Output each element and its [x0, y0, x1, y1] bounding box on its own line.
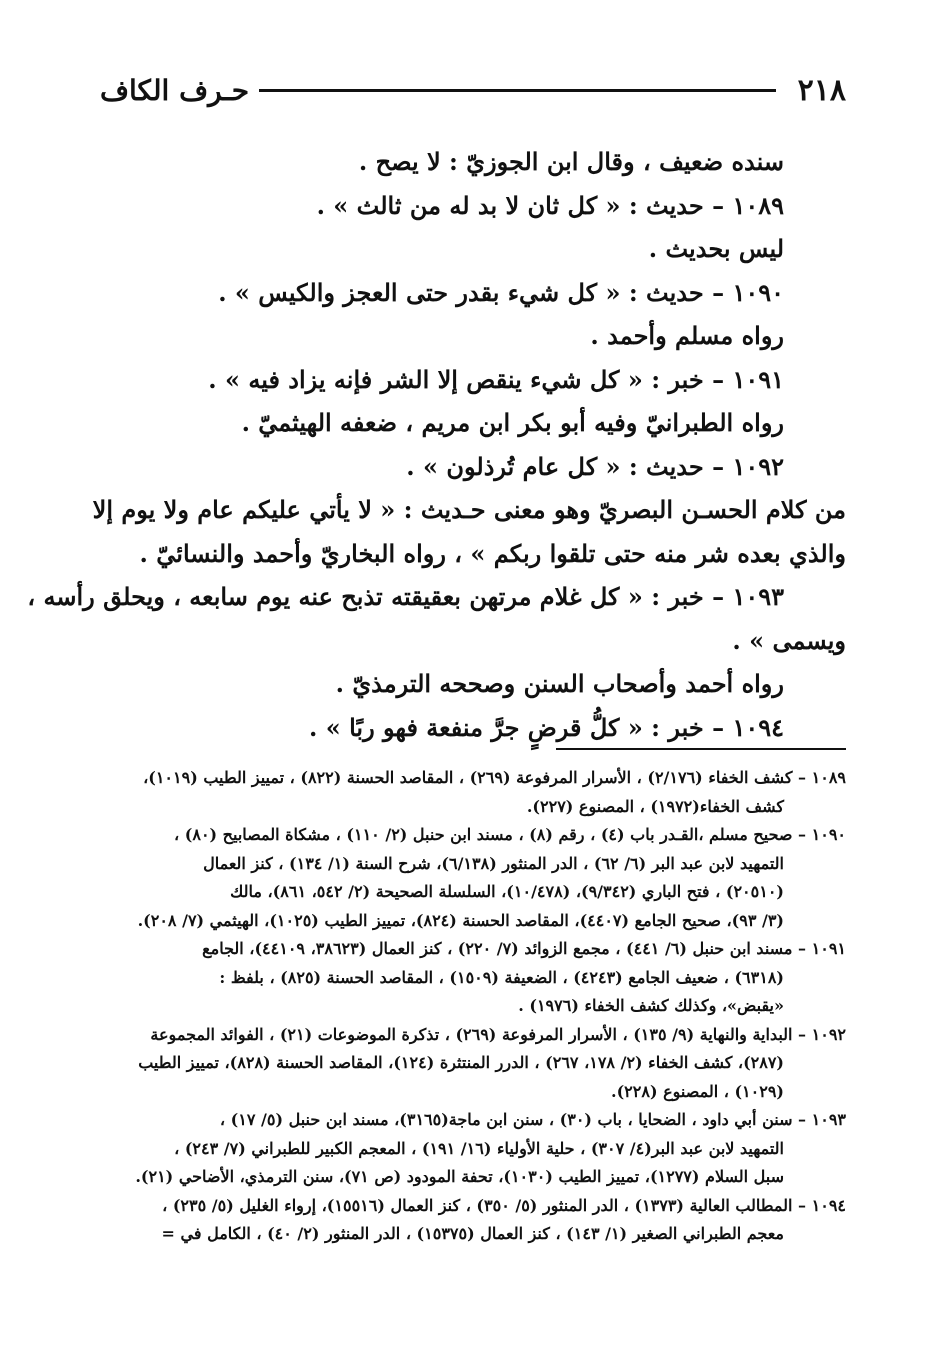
footnote-line: التمهيد لابن عبد البر(٤/ ٣٠٧) ، حلية الأولياء (١٦/ ١٩١) ، المعجم الكبير للطبراني (٧/ ٢٤٣) ،	[174, 1138, 784, 1158]
text-line: ١٠٨٩ – حديث : « كل ثان لا بد له من ثالث » .	[316, 190, 784, 220]
text-line: سنده ضعيف ، وقال ابن الجوزيّ : لا يصح .	[358, 147, 784, 176]
main-text	[27, 140, 846, 749]
footnote-line: (٢٠٥١٠) ، فتح الباري (٩/٣٤٢)، (١٠/٤٧٨)، السلسلة الصحيحة (٢/ ٥٤٢، ٨٦١)، مالك	[230, 882, 784, 901]
text-line: ١٠٩٢ – حديث : « كل عام تُرذلون » .	[406, 451, 784, 481]
footnote-line: ١٠٩١ – مسند ابن حنبل (٦/ ٤٤١) ، مجمع الزوائد (٧/ ٢٢٠) ، كنز العمال (٣٨٦٢٣، ٤٤١٠٩)، الجامع	[202, 939, 846, 958]
footnote-separator	[556, 748, 846, 750]
text-line: ١٠٩٣ – خبر : « كل غلام مرتهن بعقيقته تذبح عنه يوم سابعه ، ويحلق رأسه ،	[27, 582, 784, 611]
footnote-line: سبل السلام (١٢٧٧)، تمييز الطيب (١٠٣٠)، تحفة المودود (ص ٧١)، سنن الترمذي، الأضاحي (٢١).	[135, 1167, 784, 1186]
text-line: ليس بحديث .	[648, 234, 784, 263]
footnote-line: (٣/ ٩٣)، صحيح الجامع (٤٤٠٧)، المقاصد الحسنة (٨٢٤)، تمييز الطيب (١٠٢٥)، الهيثمي (٧/ ٢٠٨).	[137, 910, 784, 930]
page-number: ٢١٨	[797, 72, 846, 108]
footnotes	[100, 764, 846, 1249]
footnote-line: «يقبض»، وكذلك كشف الخفاء (١٩٧٦) .	[518, 996, 784, 1015]
footnote-line: ١٠٩٠ – صحيح مسلم ،القـدر باب (٤) ، رقم (٨) ، مسند ابن حنبل (٢/ ١١٠) ، مشكاة المصابيح (٨٠) ،	[174, 825, 846, 844]
text-line: ١٠٩٤ – خبر : « كلُّ قرضٍ جرَّ منفعة فهو ربًا » .	[309, 712, 784, 742]
chapter-title: حـرف الكاف	[100, 73, 250, 107]
footnote-line: معجم الطبراني الصغير (١/ ١٤٣) ، كنز العمال (١٥٣٧٥) ، الدر المنثور (٢/ ٤٠) ، الكامل في =	[161, 1224, 784, 1243]
footnote-line: ١٠٩٤ – المطالب العالية (١٣٧٣) ، الدر المنثور (٥/ ٣٥٠) ، كنز العمال (١٥٥١٦)، إرواء الغليل (٥/ ٢٣٥) ،	[162, 1195, 846, 1215]
running-header	[100, 70, 846, 110]
footnote-line: ١٠٨٩ – كشف الخفاء (٢/١٧٦) ، الأسرار المرفوعة (٢٦٩) ، المقاصد الحسنة (٨٢٢) ، تمييز الطيب (١٠١٩)،	[143, 768, 846, 787]
text-line: ١٠٩١ – خبر : « كل شيء ينقص إلا الشر فإنه يزاد فيه » .	[208, 364, 784, 394]
text-line: ويسمى » .	[732, 625, 846, 655]
text-line: ١٠٩٠ – حديث : « كل شيء بقدر حتى العجز والكيس » .	[218, 277, 784, 307]
text-line: من كلام الحسـن البصريّ وهو معنى حـديث : « لا يأتي عليكم عام ولا يوم إلا	[92, 495, 846, 524]
footnote-line: التمهيد لابن عبد البر (٦/ ٦٢) ، الدر المنثور (٦/١٣٨)، شرح السنة (١/ ١٣٤) ، كنز العمال	[203, 853, 784, 873]
footnote-line: ١٠٩٢ – البداية والنهاية (٩/ ١٣٥) ، الأسرار المرفوعة (٢٦٩) ، تذكرة الموضوعات (٢١) ، الفوائد المجموعة	[150, 1024, 846, 1044]
text-line: والذي بعده شر منه حتى تلقوا ربكم » ، رواه البخاريّ وأحمد والنسائيّ .	[139, 538, 846, 568]
text-line: رواه مسلم وأحمد .	[590, 321, 784, 350]
footnote-line: (٦٣١٨) ، ضعيف الجامع (٤٢٤٣) ، الضعيفة (١٥٠٩) ، المقاصد الحسنة (٨٢٥) ، بلفظ :	[219, 967, 784, 987]
footnote-line: (١٠٢٩) ، المصنوع (٢٢٨).	[611, 1081, 784, 1101]
footnote-line: (٢٨٧)، كشف الخفاء (٢/ ١٧٨، ٢٦٧) ، الدرر المنتثرة (١٢٤)، المقاصد الحسنة (٨٢٨)، تمييز الطيب	[138, 1053, 784, 1072]
footnote-line: كشف الخفاء(١٩٧٢) ، المصنوع (٢٢٧).	[526, 796, 784, 816]
text-line: رواه الطبرانيّ وفيه أبو بكر ابن مريم ، ضعفه الهيثميّ .	[241, 408, 784, 437]
header-rule	[259, 89, 776, 92]
text-line: رواه أحمد وأصحاب السنن وصححه الترمذيّ .	[335, 669, 784, 698]
footnote-line: ١٠٩٣ – سنن أبي داود ، الضحايا ، باب (٣٠) ، سنن ابن ماجة(٣١٦٥)، مسند ابن حنبل (٥/ ١٧) ،	[219, 1110, 846, 1129]
